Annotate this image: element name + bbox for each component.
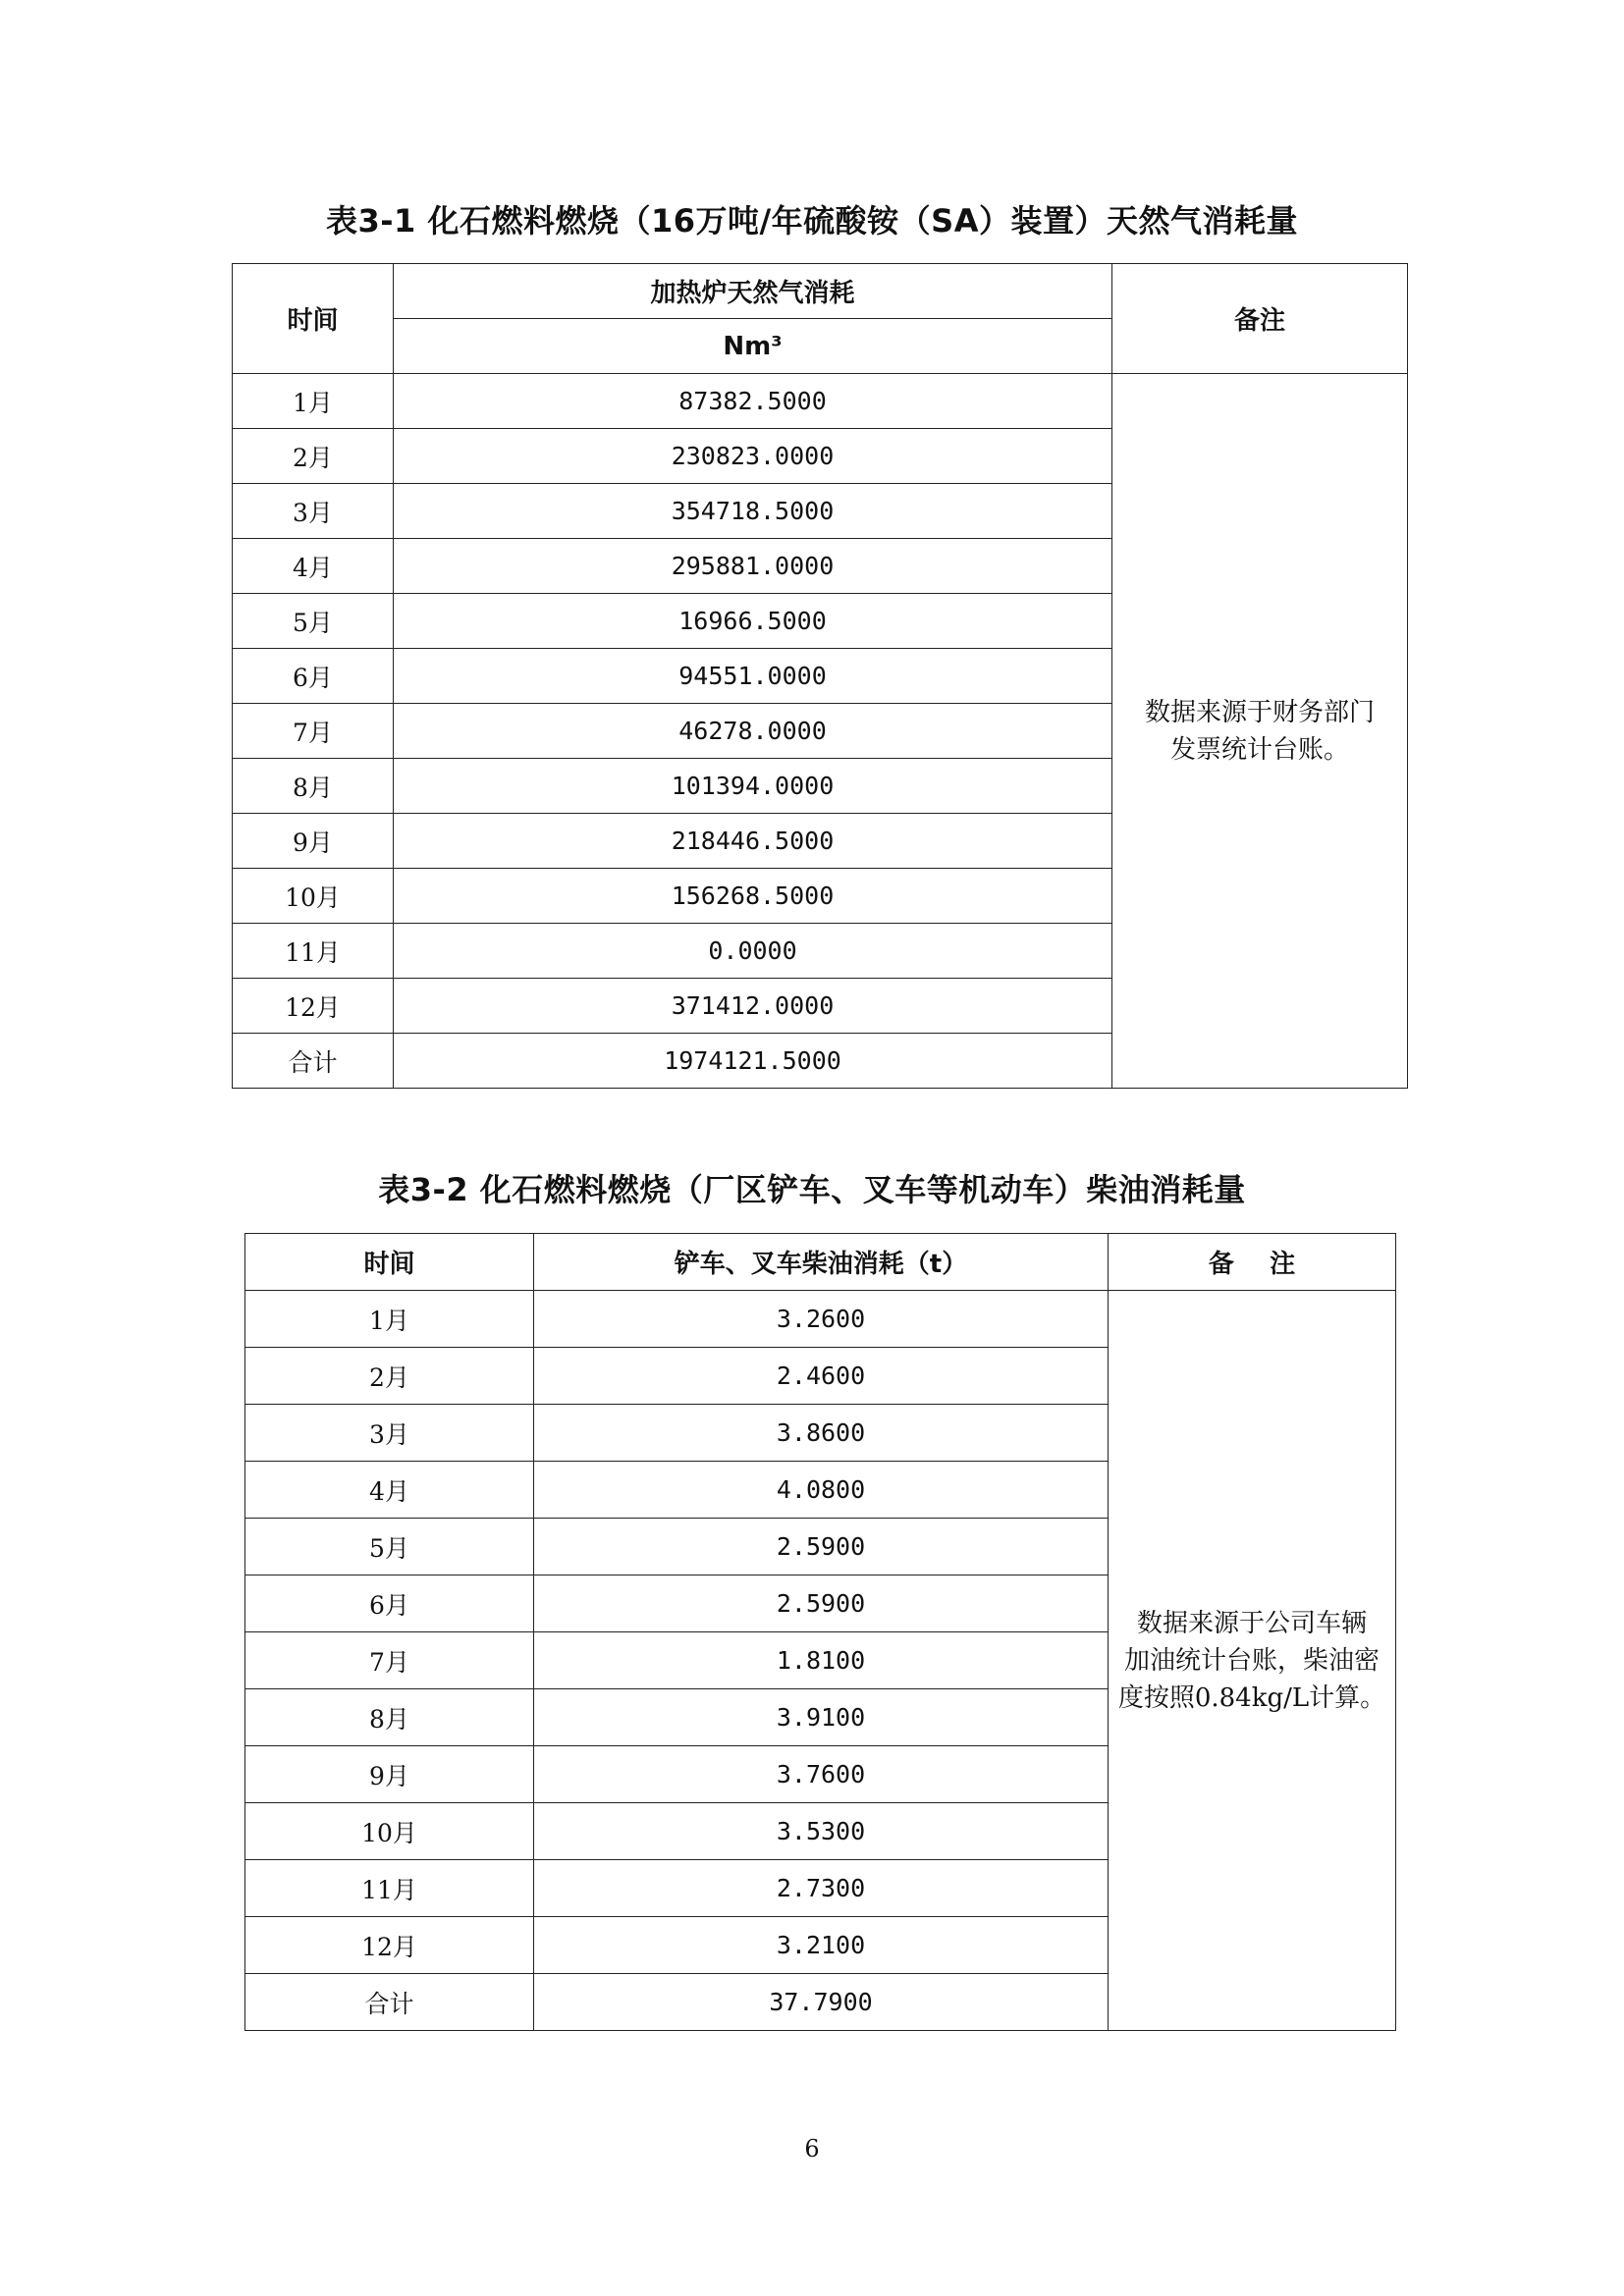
gas-consumption-table [232, 263, 1408, 1089]
month-cell: 8月 [245, 1689, 534, 1746]
value-cell: 37.7900 [534, 1974, 1109, 2031]
remark-line: 加油统计台账，柴油密 [1123, 1645, 1380, 1676]
month-cell: 6月 [233, 649, 394, 704]
table1-caption: 表3-1 化石燃料燃烧（16万吨/年硫酸铵（SA）装置）天然气消耗量 [326, 202, 1298, 240]
value-cell: 230823.0000 [394, 429, 1112, 484]
value-cell: 3.2100 [534, 1917, 1109, 1974]
table1-header-consumption: 加热炉天然气消耗 [394, 264, 1112, 319]
month-cell: 9月 [233, 814, 394, 869]
table1-header-unit: Nm³ [394, 319, 1112, 374]
value-cell: 295881.0000 [394, 539, 1112, 594]
month-cell: 9月 [245, 1746, 534, 1803]
month-cell: 6月 [245, 1575, 534, 1632]
value-cell: 16966.5000 [394, 594, 1112, 649]
month-cell: 4月 [245, 1462, 534, 1519]
remark-line: 度按照0.84kg/L计算。 [1117, 1682, 1386, 1713]
table-row [233, 374, 1408, 429]
month-cell: 合计 [245, 1974, 534, 2031]
value-cell: 1.8100 [534, 1632, 1109, 1689]
value-cell: 87382.5000 [394, 374, 1112, 429]
table1-header-remark: 备注 [1112, 264, 1408, 374]
month-cell: 11月 [245, 1860, 534, 1917]
value-cell: 3.7600 [534, 1746, 1109, 1803]
value-cell: 3.2600 [534, 1291, 1109, 1348]
value-cell: 3.5300 [534, 1803, 1109, 1860]
remark-line: 发票统计台账。 [1169, 734, 1349, 765]
value-cell: 4.0800 [534, 1462, 1109, 1519]
table1-header-time: 时间 [233, 264, 394, 374]
remark-line: 数据来源于公司车辆 [1136, 1608, 1367, 1638]
value-cell: 3.8600 [534, 1405, 1109, 1462]
month-cell: 5月 [245, 1519, 534, 1575]
value-cell: 2.5900 [534, 1519, 1109, 1575]
page-number: 6 [804, 2135, 820, 2163]
month-cell: 3月 [245, 1405, 534, 1462]
month-cell: 2月 [233, 429, 394, 484]
value-cell: 46278.0000 [394, 704, 1112, 759]
table2-header-remark: 备 注 [1109, 1234, 1396, 1291]
value-cell: 156268.5000 [394, 869, 1112, 924]
month-cell: 12月 [245, 1917, 534, 1974]
value-cell: 2.4600 [534, 1348, 1109, 1405]
table2-caption: 表3-2 化石燃料燃烧（厂区铲车、叉车等机动车）柴油消耗量 [378, 1171, 1246, 1208]
month-cell: 10月 [233, 869, 394, 924]
remark-line: 数据来源于财务部门 [1144, 697, 1375, 727]
month-cell: 1月 [233, 374, 394, 429]
month-cell: 合计 [233, 1034, 394, 1089]
value-cell: 101394.0000 [394, 759, 1112, 814]
value-cell: 3.9100 [534, 1689, 1109, 1746]
table2-header-time: 时间 [245, 1234, 534, 1291]
month-cell: 3月 [233, 484, 394, 539]
diesel-consumption-table [244, 1233, 1396, 2031]
value-cell: 1974121.5000 [394, 1034, 1112, 1089]
month-cell: 5月 [233, 594, 394, 649]
table-row [245, 1291, 1396, 1348]
remark-cell [1109, 1291, 1396, 2031]
month-cell: 7月 [245, 1632, 534, 1689]
value-cell: 371412.0000 [394, 979, 1112, 1034]
remark-cell [1112, 374, 1408, 1089]
value-cell: 354718.5000 [394, 484, 1112, 539]
month-cell: 7月 [233, 704, 394, 759]
value-cell: 0.0000 [394, 924, 1112, 979]
month-cell: 1月 [245, 1291, 534, 1348]
value-cell: 2.7300 [534, 1860, 1109, 1917]
month-cell: 8月 [233, 759, 394, 814]
value-cell: 218446.5000 [394, 814, 1112, 869]
table2-header-row [245, 1234, 1396, 1291]
month-cell: 4月 [233, 539, 394, 594]
value-cell: 94551.0000 [394, 649, 1112, 704]
month-cell: 11月 [233, 924, 394, 979]
table2-header-consumption: 铲车、叉车柴油消耗（t） [534, 1234, 1109, 1291]
month-cell: 12月 [233, 979, 394, 1034]
month-cell: 10月 [245, 1803, 534, 1860]
value-cell: 2.5900 [534, 1575, 1109, 1632]
table1-header-row [233, 264, 1408, 319]
month-cell: 2月 [245, 1348, 534, 1405]
